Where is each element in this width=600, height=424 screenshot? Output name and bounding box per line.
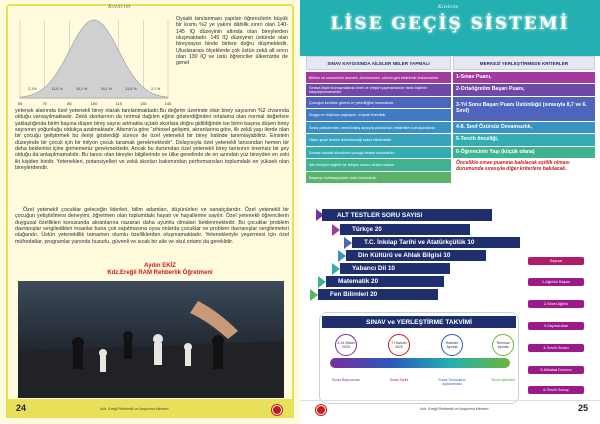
list-item: Sınava ilişkin konuşmalarda öneri ve eleştiri yapmamalıdır; farklı kişilerle karşılaştırmamalıdır. — [306, 84, 451, 95]
list-item: Yabancı Dil 10 — [340, 263, 450, 274]
segment-label: 13,6 % — [125, 87, 137, 91]
list-item: 5-Tercih önceliği, — [453, 134, 595, 145]
page-title: LİSE GEÇİŞ SİSTEMİ — [330, 14, 570, 34]
list-item: Fen Bilimleri 20 — [318, 289, 438, 300]
author-role: Kdz.Ereğli RAM Rehberlik Öğretmeni — [107, 270, 213, 276]
list-item: 6-Öğrencinin Yaşı (küçük olana) — [453, 147, 595, 158]
x-tick-label: 100 — [90, 101, 98, 106]
segment-label: 34,1 % — [76, 87, 88, 91]
side-step: Sayısal — [528, 257, 584, 265]
list-item: 4-8. Sınıf Özürsüz Devamsızlık, — [453, 122, 595, 133]
x-tick-label: 145 — [164, 101, 172, 106]
segment-label: 34,1 % — [100, 87, 112, 91]
timeline-label: Sınav Başvuruları — [331, 378, 361, 382]
timeline-title: SINAV ve YERLEŞTİRME TAKVİMİ — [322, 316, 516, 328]
family-tips-list — [306, 72, 451, 184]
chevron-right-icon — [310, 289, 318, 301]
segment-label: 13,6 % — [51, 87, 63, 91]
timeline-label: Sınav Tarihi — [389, 378, 409, 382]
timeline-label: Tercih İşlemleri — [491, 378, 515, 382]
chevron-right-icon — [338, 250, 346, 262]
x-tick-label: 85 — [67, 101, 72, 106]
list-item: Başarıyı motivasyondan uzak tutulmalıdır. — [306, 172, 451, 183]
list-item: Duygu ve düşünce paylaşımı, empati önemlidir. — [306, 109, 451, 120]
list-item: Bilinen ve sorumluluk sevmek, önemsemek, olumlu geri bildirimde bulunmalıdır. — [306, 72, 451, 83]
column-a-header: SINAV KAYGISINDA AİLELER NELER YAPMALI — [306, 56, 451, 70]
side-step: 3-Sayısal Alan — [528, 322, 584, 330]
footer-text: Kdz. Ereğli Rehberlik ve Araştırma Merkezi — [420, 407, 489, 411]
subtests-header: ALT TESTLER SORU SAYISI — [322, 209, 492, 221]
list-item: Matematik 20 — [326, 276, 444, 287]
segment-label: 2,1% — [28, 87, 37, 91]
side-step: 1-Ağırlıklı Başarı — [528, 278, 584, 286]
list-item: Çocuğun kendine güveni ve yeterliliğine inanmalıdır. — [306, 97, 451, 108]
page-number: 25 — [578, 403, 589, 413]
timeline-date: Temmuz Ayında — [492, 334, 514, 356]
criteria-note: Öncelikle sınav puanına bakılacak eşitlik olması durumunda sırasıyla diğer kriterlere bakılacak. — [453, 159, 595, 185]
x-tick-label: 55 — [17, 101, 23, 106]
side-step: 6-Tercih Sonuç — [528, 386, 584, 394]
timeline-date: 7 Haziran 2020 — [388, 334, 410, 356]
list-item: 3-Yıl Sonu Başarı Puanı Üstünlüğü (sırasıyla 8,7 ve 6. Sınıf) — [453, 97, 595, 121]
side-step: 2-Sözel Ağırlık — [528, 300, 584, 308]
timeline-date: 3-14 Nisan 2020 — [335, 334, 357, 356]
chess-illustration — [18, 281, 284, 398]
segment-label: 2,1 % — [151, 87, 161, 91]
timeline-date: Haziran Ayında — [441, 334, 463, 356]
chevron-right-icon — [332, 224, 340, 236]
normal-distribution-chart — [14, 12, 174, 110]
list-item: Türkçe 20 — [340, 224, 470, 235]
column-b-header: MERKEZİ YERLEŞTİRMEDE KRİTERLER — [453, 56, 595, 70]
x-tick-label: 130 — [139, 101, 147, 106]
list-item: 1-Sınav Puanı, — [453, 72, 595, 83]
timeline-bar — [330, 358, 510, 368]
author-block — [100, 263, 220, 277]
intro-paragraph: Oysaki tanılanması yapılan öğrencilerin büyük bir kısmı %2 ye yakını dâhilik sınırı olan 140-145 IQ düzeyinin altında olan bireylerden oluşmaktadır. 145 IQ düzeyinin üstünde olan bireysayısı binde birlere doğru düşmektedir. Uluslararası ölçeklerde çok üstün zekâ alt sınırı olan 130 IQ ve üstü öğrenciler ülkemizde de genel — [176, 16, 288, 67]
list-item: Din Kültürü ve Ahlak Bilgisi 10 — [346, 250, 486, 261]
footer-logo-icon — [316, 405, 326, 415]
timeline-label: Sınav Sonuçların Açıklanması — [438, 378, 466, 386]
brand-mark: Kıvılcım — [438, 4, 459, 10]
list-item: T.C. İnkılap Tarihi ve Atatürkçülük 10 — [352, 237, 520, 248]
list-item: Aile bireyleri sağlıklı bir iletişim ortamı oluşturmalıdır. — [306, 159, 451, 170]
body-paragraph-1: yetenek alanında özel yetenekli birey olarak tanılanmaktadır.Bu değerin üzerinde olan birey sayısının %2 civarında olduğu varsayılmaktadır. Zekâ skorlarının da normal dağılım eğrisi gösterdiğinden ortalama olan normal değerlere yaklaştığında birim başına düşen birey sayısı artmakta uçtaki skorlara doğru gidildiğinde ise birim başına düşen birey sayısının yoğunluğu oldukça azalmaktadır. Afamin’a göre “zihinsel gelişimi, akranlarına göre, ilk zekâ yaşı ilerde olan bir çocuğu geliştirmek bu ileriyi gösterdiği sürece de özel yetenekli bir birey halinde tanımlayabiliriz. Einstein düzeyinde bir çocuk için bir milyon çocuk taramak gerekmektedir”. Dolayısıyla özel yetenekli tanısından hemen bir deha beklentisi içine girmemeniz gerekmektedir. Ancak bu durumdan özel yetenekli birey tanısının önemsiz bir şey olduğu da anlaşılmamalıdır. Bu tanısı olan bireyler bilgilerinde ve ülke genelinde de en azından yüz bireyden en zeki iki kişiden biridir. Yetenekleri, potansiyelleri ve zekâ skorları bakımından performansları toplumdaki en yüksek olan bireylerdendir. — [15, 108, 289, 172]
chevron-right-icon — [318, 276, 326, 288]
footer-logo-icon — [272, 405, 282, 415]
list-item: 2-Ortaöğretim Başarı Puanı, — [453, 84, 595, 95]
chevron-right-icon — [332, 263, 340, 275]
side-step: 4-Tercih Sınavı — [528, 344, 584, 352]
chevron-right-icon — [344, 237, 352, 249]
brand-mark: Kıvılcım — [108, 4, 131, 10]
author-name: Aydın EKİZ — [144, 263, 176, 269]
x-tick-label: 115 — [115, 101, 122, 106]
page-number: 24 — [16, 403, 27, 413]
side-step: 5-Mülakat Durumu — [528, 366, 584, 374]
list-item: Sınava hazırlık sürecinde çocuğa destek olunmalıdır. — [306, 147, 451, 158]
list-item: Sınav planlanırken, kendi bakış açısıyla planlamalı, beklentiler konuşulmalıdır. — [306, 122, 451, 133]
list-item: Hiçbir şeyin tersine dönebileceği kabul ettirilmelidir. — [306, 134, 451, 145]
x-tick-label: 70 — [42, 101, 47, 106]
body-paragraph-2: Özel yetenekli çocuklar geleceğin liderleri, bilim adamları, düşünürleri ve sanatçılarıdır. Özel yetenekli bir çocuğun yetiştirilmesi deneyimi, öğretmen olan toplumdaki hayatı ve hayallerine sayılır. Özel yetenekli öğrencilerin duygusal özellikleri konusunda akranlarına nazaran daha uyumlu olmaları beklenmektedir. Bu çocuklar problem davranışlar sergiledikleri insanlar buna çok sapıtmasına oysa onlarda çocuklar ve problem davranışlar sergilemeleri olağandır. Üstün yeteneklilik tamamen olumlu özelliklerden oluşmamaktadır. Yetenekleriyle yeşermesi için özel müfredatlar, programlar yanında huzurlu, güvenli ve sıcak bir aile ve okul ortamı da gereklidir. — [15, 207, 289, 245]
criteria-list — [453, 72, 595, 186]
chess-photo — [18, 281, 284, 398]
footer-text: Kdz. Ereğli Rehberlik ve Araştırma Merkezi — [100, 407, 169, 411]
